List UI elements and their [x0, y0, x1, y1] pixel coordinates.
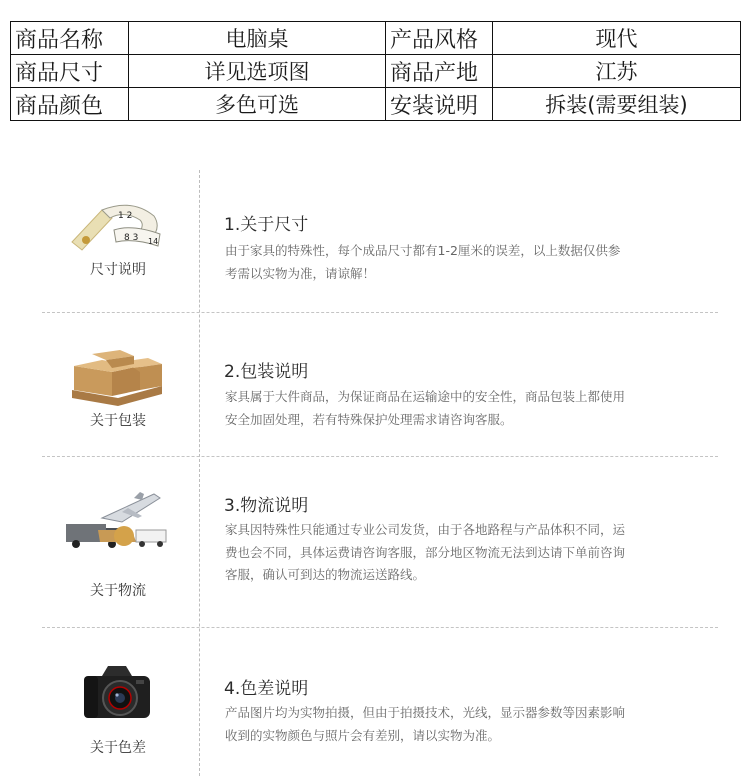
spec-value: 江苏 — [493, 55, 741, 88]
spec-value: 电脑桌 — [129, 22, 386, 55]
spec-value: 现代 — [493, 22, 741, 55]
logistics-airplane-truck-icon — [62, 490, 172, 550]
spec-key: 安装说明 — [386, 88, 493, 121]
body-line: 产品图片均为实物拍摄，但由于拍摄技术，光线，显示器参数等因素影响 — [225, 705, 626, 720]
body-line: 客服，确认可到达的物流运送路线。 — [225, 567, 426, 582]
section-divider — [42, 456, 718, 457]
icon-label: 尺寸说明 — [90, 262, 146, 278]
body-line: 收到的实物颜色与照片会有差别，请以实物为准。 — [225, 727, 501, 743]
measuring-tape-icon — [62, 196, 172, 256]
spec-key: 产品风格 — [386, 22, 493, 55]
section-body — [225, 702, 695, 747]
cardboard-boxes-icon — [62, 346, 172, 406]
section-title: 4.色差说明 — [224, 679, 309, 699]
spec-value: 详见选项图 — [129, 55, 386, 88]
body-line: 家具属于大件商品，为保证商品在运输途中的安全性，商品包装上都使用 — [225, 389, 626, 404]
spec-key: 商品产地 — [386, 55, 493, 88]
body-line: 安全加固处理，若有特殊保护处理需求请咨询客服。 — [225, 411, 513, 427]
spec-key: 商品尺寸 — [11, 55, 129, 88]
table-row — [11, 22, 741, 55]
spec-value: 多色可选 — [129, 88, 386, 121]
product-spec-table — [10, 21, 741, 121]
spec-key: 商品颜色 — [11, 88, 129, 121]
section-title: 2.包装说明 — [224, 362, 309, 382]
section-title: 1.关于尺寸 — [224, 215, 309, 235]
table-row — [11, 55, 741, 88]
section-title: 3.物流说明 — [224, 496, 309, 516]
spec-key: 商品名称 — [11, 22, 129, 55]
icon-label: 关于色差 — [90, 740, 146, 756]
section-divider — [42, 627, 718, 628]
table-row — [11, 88, 741, 121]
svg-text:14: 14 — [148, 237, 159, 246]
body-line: 费也会不同，具体运费请咨询客服，部分地区物流无法到达请下单前咨询 — [225, 544, 626, 560]
spec-value: 拆装(需要组装) — [493, 88, 741, 121]
icon-label: 关于物流 — [90, 583, 146, 599]
body-line: 考需以实物为准，请谅解！ — [225, 265, 376, 281]
svg-text:1 2: 1 2 — [118, 211, 133, 221]
camera-icon — [62, 662, 172, 722]
section-divider — [42, 312, 718, 313]
icon-label: 关于包装 — [90, 413, 146, 429]
body-line: 家具因特殊性只能通过专业公司发货，由于各地路程与产品体积不同，运 — [225, 522, 626, 537]
body-line: 由于家具的特殊性，每个成品尺寸都有1-2厘米的误差，以上数据仅供参 — [225, 243, 621, 258]
vertical-divider — [199, 170, 200, 776]
section-body — [225, 519, 695, 587]
section-body — [225, 386, 695, 431]
section-body — [225, 240, 695, 285]
svg-text:8 3: 8 3 — [124, 233, 139, 243]
